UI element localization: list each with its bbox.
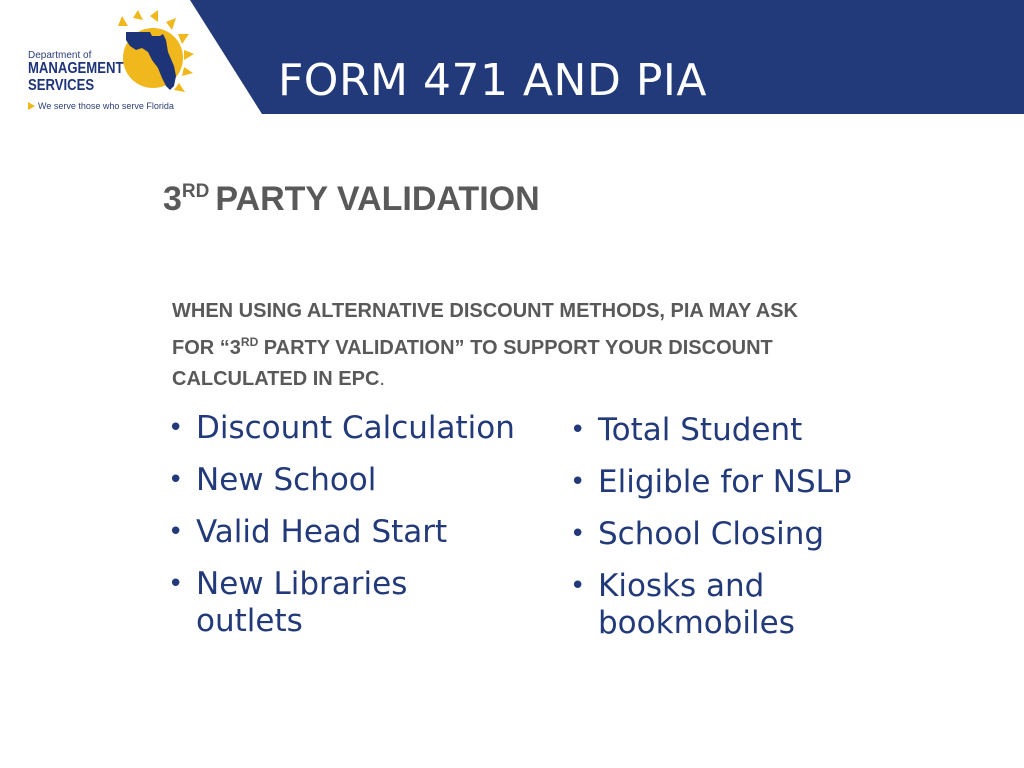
list-item-text-continued: outlets [196, 603, 303, 639]
list-item [570, 412, 852, 449]
list-item-text: Discount Calculation [196, 410, 515, 446]
section-heading [163, 180, 540, 219]
section-heading-number: 3 [163, 180, 182, 218]
intro-text-part2: PARTY VALIDATION” TO SUPPORT YOUR DISCOUNT CALCULATED IN EPC [172, 337, 773, 390]
bullet-icon: • [168, 517, 184, 547]
bullet-icon: • [168, 569, 184, 599]
list-item [168, 514, 515, 551]
list-item-text: School Closing [598, 516, 825, 552]
logo-name-line1: MANAGEMENT [28, 60, 124, 77]
intro-text-part1: WHEN USING ALTERNATIVE DISCOUNT METHODS, PIA MAY ASK FOR “3 [172, 300, 798, 359]
logo-department-text: Department of [28, 50, 92, 61]
logo-tagline-text: We serve those who serve Florida [38, 101, 174, 111]
list-item-text: New School [196, 462, 377, 498]
list-item-text-continued: bookmobiles [598, 605, 795, 641]
bullet-icon: • [168, 413, 184, 443]
intro-paragraph [172, 296, 832, 395]
bullet-list-left [168, 410, 515, 655]
section-heading-text: PARTY VALIDATION [215, 180, 540, 218]
play-arrow-icon [28, 102, 35, 110]
section-heading-ordinal: RD [181, 181, 210, 202]
intro-period: . [379, 368, 385, 390]
logo-name-line2: SERVICES [28, 77, 95, 94]
list-item-text: Valid Head Start [196, 514, 448, 550]
list-item [570, 464, 852, 501]
bullet-icon: • [570, 519, 586, 549]
intro-ordinal: RD [240, 335, 259, 349]
bullet-icon: • [168, 465, 184, 495]
list-item-text: Kiosks and [598, 568, 765, 604]
list-item [168, 410, 515, 447]
bullet-icon: • [570, 467, 586, 497]
slide-title: FORM 471 AND PIA [278, 55, 707, 106]
dms-logo [28, 10, 208, 110]
list-item [168, 462, 515, 499]
list-item [570, 516, 852, 553]
bullet-list-right [570, 412, 852, 657]
list-item-text: New Libraries [196, 566, 408, 602]
logo-tagline [28, 101, 174, 111]
logo-name [28, 60, 138, 94]
list-item-text: Total Student [598, 412, 803, 448]
list-item [570, 568, 852, 642]
bullet-icon: • [570, 415, 586, 445]
list-item [168, 566, 515, 640]
list-item-text: Eligible for NSLP [598, 464, 852, 500]
bullet-icon: • [570, 571, 586, 601]
